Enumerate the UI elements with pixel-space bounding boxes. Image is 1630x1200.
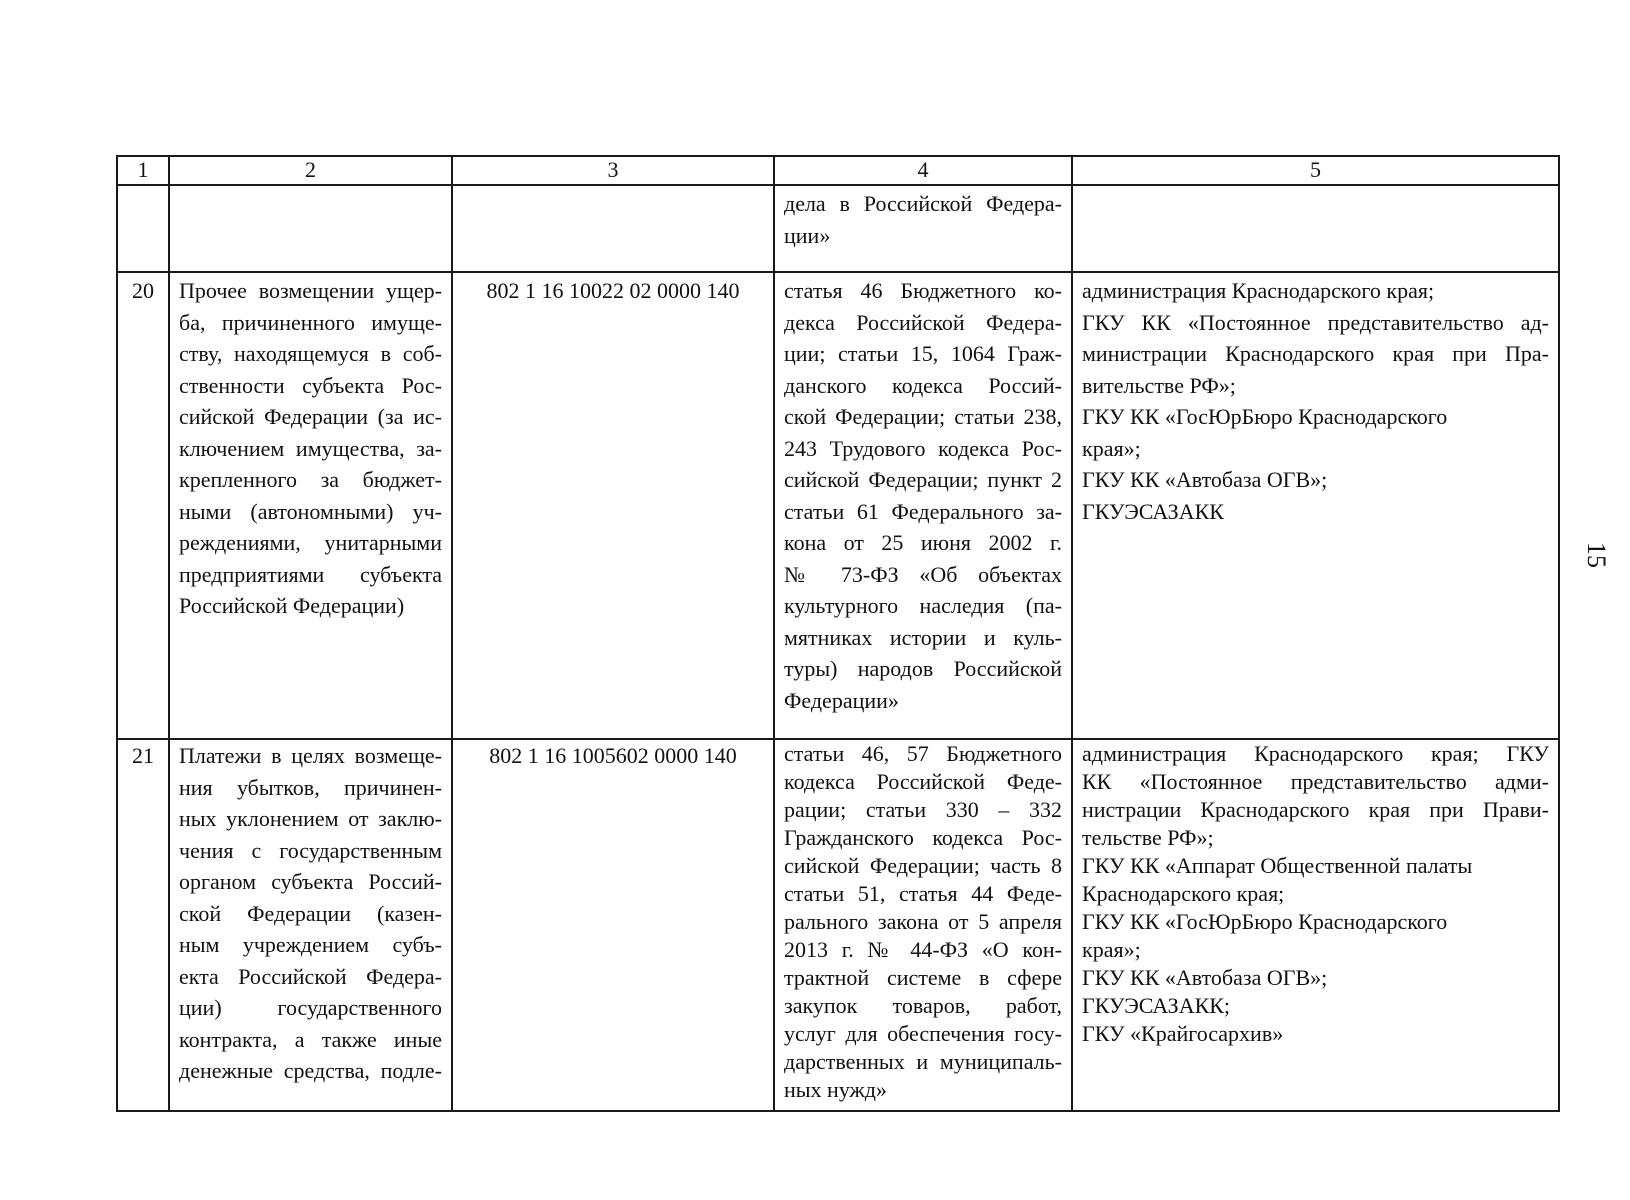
text-line: сийской Федерации; пункт 2 bbox=[784, 467, 1062, 492]
text-line: дела в Российской Федера- bbox=[784, 191, 1062, 216]
text-line: ба, причиненного имуще- bbox=[179, 309, 442, 335]
text-line: органом субъекта Россий- bbox=[179, 869, 442, 894]
text-line: рации; статьи 330 – 332 bbox=[784, 797, 1062, 822]
header-col-4: 4 bbox=[774, 156, 1072, 185]
text-line: Прочее возмещении ущер- bbox=[179, 278, 442, 303]
text-line: 2013 г. № 44-ФЗ «О кон- bbox=[784, 937, 1062, 962]
text-line: ственности субъекта Рос- bbox=[179, 372, 442, 398]
header-col-3: 3 bbox=[452, 156, 774, 185]
cell-code bbox=[452, 185, 774, 272]
cell-name bbox=[169, 185, 452, 272]
text-line: ции) государственного bbox=[179, 995, 442, 1020]
cell-number: 20 bbox=[117, 272, 169, 739]
text-line: Гражданского кодекса Рос- bbox=[784, 825, 1062, 850]
text-line: ния убытков, причинен- bbox=[179, 774, 442, 800]
text-line: администрация Краснодарского края; ГКУ bbox=[1082, 741, 1549, 766]
table-row bbox=[117, 272, 1559, 739]
text-line: услуг для обеспечения госу- bbox=[784, 1021, 1062, 1046]
text-line: ГКУ КК «Автобаза ОГВ»; bbox=[1082, 965, 1328, 990]
text-line: края»; bbox=[1082, 435, 1141, 461]
text-line: нистрации Краснодарского края при Прави- bbox=[1082, 797, 1549, 822]
text-line: ными (автономными) уч- bbox=[179, 498, 442, 524]
header-col-5: 5 bbox=[1072, 156, 1559, 185]
cell-number bbox=[117, 185, 169, 272]
text-line: ключением имущества, за- bbox=[179, 435, 442, 461]
cell-legal-basis bbox=[774, 272, 1072, 739]
cell-code: 802 1 16 10022 02 0000 140 bbox=[452, 272, 774, 739]
cell-administrator bbox=[1072, 185, 1559, 272]
cell-legal-basis bbox=[774, 185, 1072, 272]
text-line: ГКУ «Крайгосархив» bbox=[1082, 1021, 1284, 1046]
text-line: контракта, а также иные bbox=[179, 1026, 442, 1052]
text-line: декса Российской Федера- bbox=[784, 309, 1062, 335]
cell-legal-basis bbox=[774, 739, 1072, 1111]
text-line: денежные средства, подле- bbox=[179, 1058, 442, 1083]
text-line: ных уклонением от заклю- bbox=[179, 806, 442, 831]
text-line: Платежи в целях возмеще- bbox=[179, 743, 442, 768]
text-line: ных нужд» bbox=[784, 1077, 887, 1102]
text-line: Российской Федерации) bbox=[179, 593, 405, 618]
text-line: КК «Постоянное представительство адми- bbox=[1082, 769, 1549, 794]
text-line: статья 46 Бюджетного ко- bbox=[784, 278, 1062, 303]
text-line: культурного наследия (па- bbox=[784, 593, 1062, 618]
text-line: ции» bbox=[784, 222, 831, 248]
text-line: чения с государственным bbox=[179, 837, 442, 863]
header-col-1: 1 bbox=[117, 156, 169, 185]
text-line: ным учреждением субъ- bbox=[179, 932, 442, 957]
text-line: ГКУ КК «Постоянное представительство ад- bbox=[1082, 309, 1549, 335]
header-col-2: 2 bbox=[169, 156, 452, 185]
table-header-row bbox=[117, 156, 1559, 185]
text-line: администрация Краснодарского края; bbox=[1082, 278, 1435, 303]
text-line: ской Федерации; статьи 238, bbox=[784, 404, 1062, 429]
text-line: Федерации» bbox=[784, 687, 899, 713]
text-line: дарственных и муниципаль- bbox=[784, 1049, 1062, 1074]
text-line: статьи 61 Федерального за- bbox=[784, 498, 1062, 524]
text-line: сийской Федерации; часть 8 bbox=[784, 853, 1062, 878]
text-line: трактной системе в сфере bbox=[784, 965, 1062, 990]
text-line: ству, находящемуся в соб- bbox=[179, 341, 442, 366]
text-line: ГКУ КК «Аппарат Общественной палаты bbox=[1082, 853, 1473, 878]
text-line: статьи 51, статья 44 Феде- bbox=[784, 881, 1062, 906]
text-line: края»; bbox=[1082, 937, 1141, 962]
text-line: ГКУЭСАЗАКК; bbox=[1082, 993, 1231, 1018]
text-line: крепленного за бюджет- bbox=[179, 467, 442, 492]
text-line: ской Федерации (казен- bbox=[179, 900, 442, 926]
text-line: ГКУЭСАЗАКК bbox=[1082, 498, 1224, 524]
cell-administrator bbox=[1072, 739, 1559, 1111]
budget-revenue-table bbox=[116, 155, 1560, 1112]
text-line: 243 Трудового кодекса Рос- bbox=[784, 435, 1062, 461]
text-line: министрации Краснодарского края при Пра- bbox=[1082, 341, 1549, 366]
text-line: ГКУ КК «ГосЮрБюро Краснодарского bbox=[1082, 404, 1448, 429]
text-line: закупок товаров, работ, bbox=[784, 993, 1062, 1018]
text-line: мятниках истории и куль- bbox=[784, 624, 1062, 650]
table-row bbox=[117, 739, 1559, 1111]
cell-number: 21 bbox=[117, 739, 169, 1111]
text-line: Краснодарского края; bbox=[1082, 881, 1285, 906]
text-line: туры) народов Российской bbox=[784, 656, 1062, 681]
page-number: 15 bbox=[1582, 542, 1611, 568]
text-line: данского кодекса Россий- bbox=[784, 372, 1062, 398]
text-line: сийской Федерации (за ис- bbox=[179, 404, 442, 429]
text-line: вительстве РФ»; bbox=[1082, 372, 1236, 398]
cell-name bbox=[169, 272, 452, 739]
text-line: ции; статьи 15, 1064 Граж- bbox=[784, 341, 1062, 366]
text-line: ГКУ КК «Автобаза ОГВ»; bbox=[1082, 467, 1328, 492]
text-line: екта Российской Федера- bbox=[179, 963, 442, 989]
text-line: кодекса Российской Феде- bbox=[784, 769, 1062, 794]
text-line: тельстве РФ»; bbox=[1082, 825, 1214, 850]
text-line: рального закона от 5 апреля bbox=[784, 909, 1062, 934]
text-line: № 73-ФЗ «Об объектах bbox=[784, 561, 1062, 587]
text-line: реждениями, унитарными bbox=[179, 530, 442, 555]
table-row-continuation bbox=[117, 185, 1559, 272]
text-line: кона от 25 июня 2002 г. bbox=[784, 530, 1062, 555]
cell-name bbox=[169, 739, 452, 1111]
cell-code: 802 1 16 1005602 0000 140 bbox=[452, 739, 774, 1111]
text-line: ГКУ КК «ГосЮрБюро Краснодарского bbox=[1082, 909, 1448, 934]
cell-administrator bbox=[1072, 272, 1559, 739]
text-line: статьи 46, 57 Бюджетного bbox=[784, 741, 1062, 766]
text-line: предприятиями субъекта bbox=[179, 561, 442, 587]
